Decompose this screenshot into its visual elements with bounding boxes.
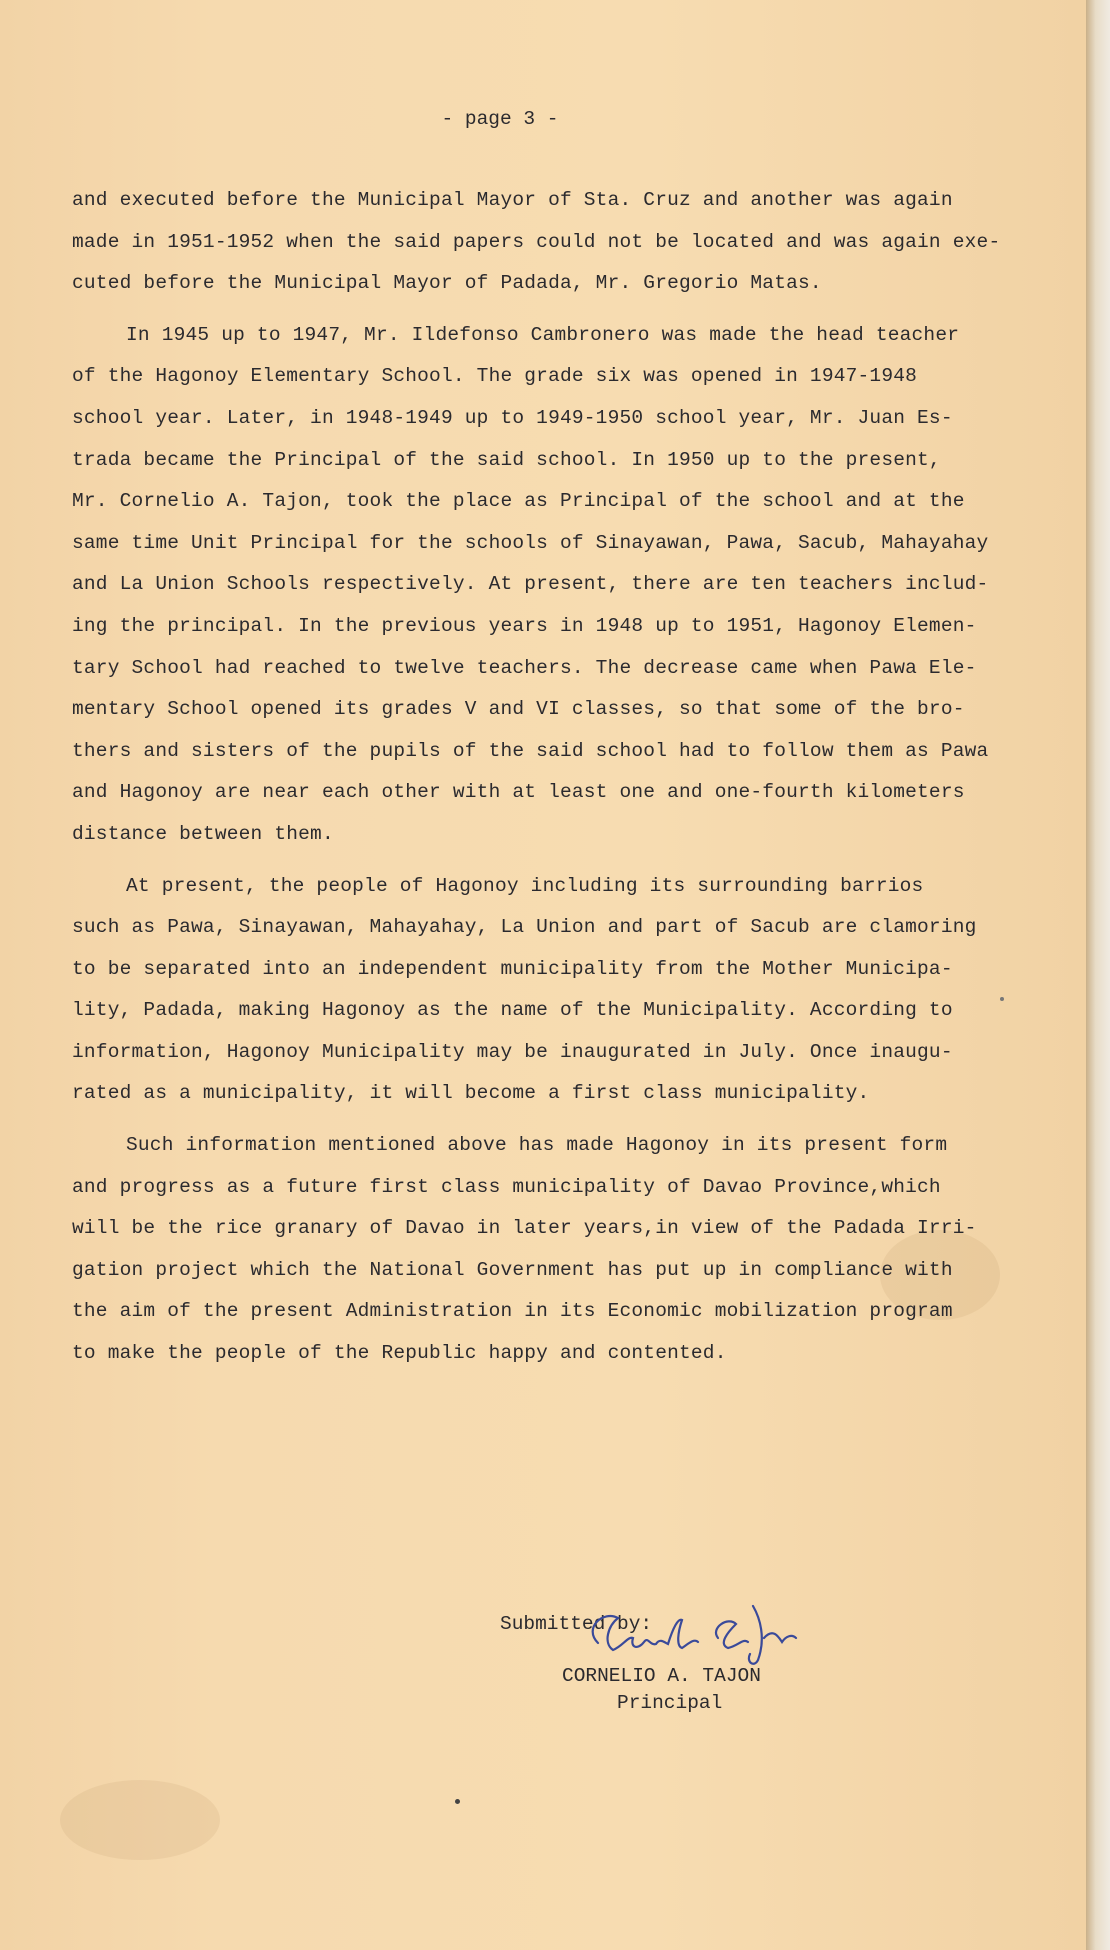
- signer-name: CORNELIO A. TAJON: [562, 1665, 761, 1687]
- page-edge: [1086, 0, 1110, 1950]
- paragraph: [72, 1125, 1042, 1375]
- text-line: will be the rice granary of Davao in later years,in view of the Padada Irri-: [72, 1217, 977, 1240]
- text-line: to make the people of the Republic happy and contented.: [72, 1342, 727, 1365]
- text-line: lity, Padada, making Hagonoy as the name of the Municipality. According to: [72, 999, 953, 1022]
- text-line: At present, the people of Hagonoy including its surrounding barrios: [126, 874, 924, 897]
- text-line: thers and sisters of the pupils of the said school had to follow them as Pawa: [72, 739, 989, 762]
- text-line: such as Pawa, Sinayawan, Mahayahay, La Union and part of Sacub are clamoring: [72, 916, 977, 939]
- text-line: the aim of the present Administration in its Economic mobilization program: [72, 1300, 953, 1323]
- paragraph: [72, 866, 1042, 1116]
- text-line: mentary School opened its grades V and VI classes, so that some of the bro-: [72, 698, 965, 721]
- submitted-by-label: Submitted by:: [500, 1613, 653, 1635]
- text-line: made in 1951-1952 when the said papers could not be located and was again exe-: [72, 230, 1001, 253]
- ink-speck: [455, 1799, 460, 1804]
- text-line: information, Hagonoy Municipality may be inaugurated in July. Once inaugu-: [72, 1040, 953, 1063]
- paragraph: [72, 180, 1042, 305]
- text-line: tary School had reached to twelve teachers. The decrease came when Pawa Ele-: [72, 656, 977, 679]
- text-line: and Hagonoy are near each other with at least one and one-fourth kilometers: [72, 781, 965, 804]
- page-number: - page 3 -: [441, 108, 559, 130]
- handwritten-signature: [578, 1598, 818, 1678]
- text-line: cuted before the Municipal Mayor of Padada, Mr. Gregorio Matas.: [72, 272, 822, 295]
- text-line: of the Hagonoy Elementary School. The grade six was opened in 1947-1948: [72, 365, 918, 388]
- text-line: to be separated into an independent municipality from the Mother Municipa-: [72, 957, 953, 980]
- signer-title: Principal: [617, 1692, 723, 1714]
- text-line: Mr. Cornelio A. Tajon, took the place as Principal of the school and at the: [72, 490, 965, 513]
- text-line: In 1945 up to 1947, Mr. Ildefonso Cambronero was made the head teacher: [126, 323, 960, 346]
- body-text: [72, 180, 1042, 1375]
- text-line: distance between them.: [72, 822, 334, 845]
- text-line: ing the principal. In the previous years in 1948 up to 1951, Hagonoy Elemen-: [72, 614, 977, 637]
- text-line: and executed before the Municipal Mayor of Sta. Cruz and another was again: [72, 189, 953, 211]
- ink-speck: [1000, 997, 1004, 1001]
- text-line: school year. Later, in 1948-1949 up to 1949-1950 school year, Mr. Juan Es-: [72, 406, 953, 429]
- paragraph: [72, 315, 1042, 856]
- text-line: and progress as a future first class municipality of Davao Province,which: [72, 1175, 941, 1198]
- text-line: rated as a municipality, it will become a first class municipality.: [72, 1082, 870, 1105]
- text-line: gation project which the National Government has put up in compliance with: [72, 1258, 953, 1281]
- paper-stain: [60, 1780, 220, 1860]
- text-line: and La Union Schools respectively. At present, there are ten teachers includ-: [72, 573, 989, 596]
- text-line: trada became the Principal of the said school. In 1950 up to the present,: [72, 448, 941, 471]
- text-line: same time Unit Principal for the schools of Sinayawan, Pawa, Sacub, Mahayahay: [72, 531, 989, 554]
- text-line: Such information mentioned above has made Hagonoy in its present form: [126, 1134, 948, 1157]
